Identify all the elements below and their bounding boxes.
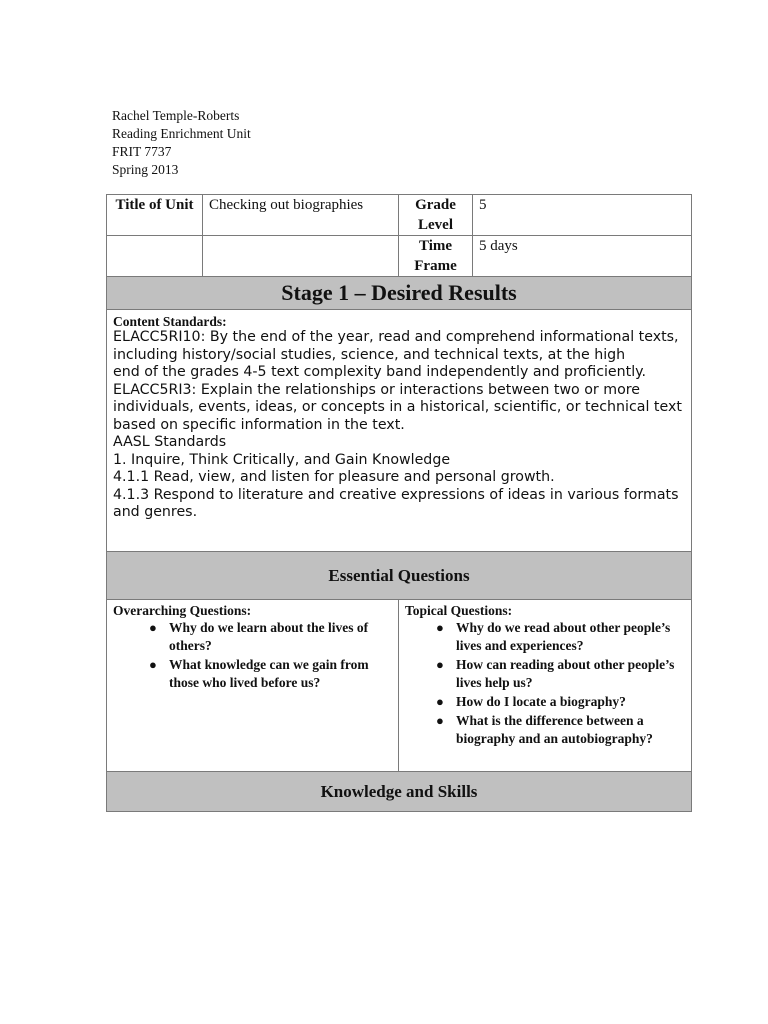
grade-level-value: 5 (473, 195, 692, 236)
time-frame-label: Time Frame (399, 236, 473, 277)
unit-plan-table (106, 194, 692, 812)
stage1-heading: Stage 1 – Desired Results (107, 277, 692, 310)
time-frame-value: 5 days (473, 236, 692, 277)
standard-line: ELACC5RI10: By the end of the year, read and comprehend informational texts, including history/social studies, science, and technical texts, at the high (113, 329, 679, 363)
course-code: FRIT 7737 (112, 144, 172, 159)
standard-line: 4.1.3 Respond to literature and creative expressions of ideas in various formats and genres. (113, 486, 679, 520)
overarching-questions-cell (107, 600, 399, 772)
title-of-unit-value: Checking out biographies (203, 195, 399, 236)
title-of-unit-label: Title of Unit (107, 195, 203, 236)
questions-row (107, 600, 692, 772)
question-text: How can reading about other people’s lives help us? (456, 657, 675, 690)
empty-cell (203, 236, 399, 277)
topical-questions-cell (399, 600, 692, 772)
overarching-questions-list (113, 619, 392, 692)
bullet-icon: ● (436, 694, 444, 709)
bullet-icon: ● (436, 657, 444, 672)
question-text: Why do we read about other people’s lives and experiences? (456, 620, 671, 653)
standard-line: end of the grades 4-5 text complexity band independently and proficiently. (113, 364, 647, 380)
term: Spring 2013 (112, 162, 179, 177)
grade-level-label: Grade Level (399, 195, 473, 236)
empty-cell (107, 236, 203, 277)
list-item (436, 693, 685, 711)
list-item (436, 712, 685, 748)
content-standards-cell (107, 310, 692, 552)
question-text: What is the difference between a biography and an autobiography? (456, 713, 653, 746)
list-item (436, 619, 685, 655)
knowledge-skills-row (107, 772, 692, 812)
list-item (149, 619, 392, 655)
standard-line: AASL Standards (113, 434, 227, 450)
question-text: What knowledge can we gain from those who lived before us? (169, 657, 369, 690)
bullet-icon: ● (436, 620, 444, 635)
standard-line: ELACC5RI3: Explain the relationships or interactions between two or more individuals, events, ideas, or concepts in a historical, scientific, or technical text based on specific information in the text. (113, 381, 682, 433)
time-frame-row (107, 236, 692, 277)
topical-questions-list (405, 619, 685, 748)
stage1-row (107, 277, 692, 310)
bullet-icon: ● (149, 620, 157, 635)
bullet-icon: ● (436, 713, 444, 728)
standard-line: 1. Inquire, Think Critically, and Gain Knowledge (113, 451, 451, 468)
essential-questions-row (107, 552, 692, 600)
standard-line: 4.1.1 Read, view, and listen for pleasure and personal growth. (113, 469, 555, 485)
topical-questions-label: Topical Questions: (405, 603, 513, 618)
list-item (436, 656, 685, 692)
overarching-questions-label: Overarching Questions: (113, 603, 252, 618)
standards-row (107, 310, 692, 552)
knowledge-skills-heading: Knowledge and Skills (107, 772, 692, 812)
list-item (149, 656, 392, 692)
bullet-icon: ● (149, 657, 157, 672)
content-standards-label: Content Standards: (113, 314, 227, 329)
question-text: How do I locate a biography? (456, 694, 626, 709)
question-text: Why do we learn about the lives of others? (169, 620, 369, 653)
unit-name: Reading Enrichment Unit (112, 126, 251, 141)
essential-questions-heading: Essential Questions (107, 552, 692, 600)
author-name: Rachel Temple-Roberts (112, 108, 240, 123)
title-row (107, 195, 692, 236)
document-header (112, 107, 251, 179)
